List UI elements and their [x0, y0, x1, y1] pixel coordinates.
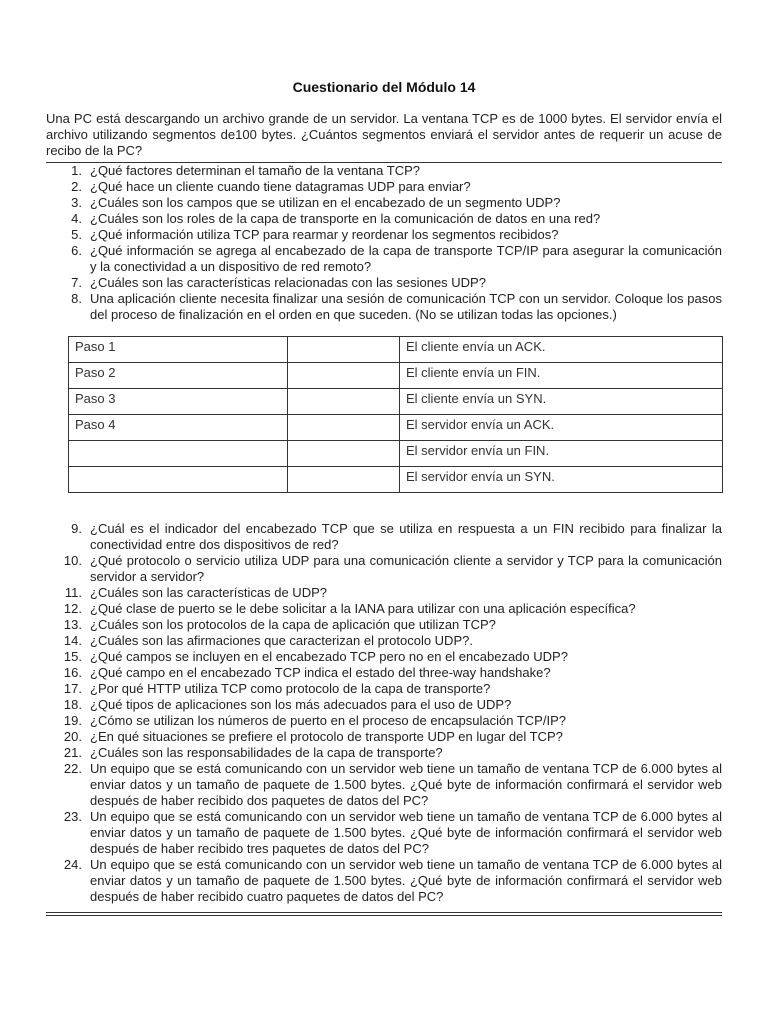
question-text: ¿Cuáles son las características relacionadas con las sesiones UDP?: [90, 275, 486, 290]
question-item: [46, 601, 722, 617]
table-row: [69, 389, 723, 415]
question-list-part1: [46, 163, 722, 323]
step-label-cell: [69, 441, 288, 467]
question-item: [46, 857, 722, 905]
question-text: ¿Cuáles son las responsabilidades de la capa de transporte?: [90, 745, 443, 760]
question-number: 23.: [63, 809, 82, 824]
table-row: [69, 363, 723, 389]
step-label-cell: Paso 2: [69, 363, 288, 389]
question-item: [46, 275, 722, 291]
step-label-cell: Paso 1: [69, 337, 288, 363]
answer-cell: [288, 389, 400, 415]
answer-cell: [288, 441, 400, 467]
question-text: ¿Qué campo en el encabezado TCP indica el estado del three-way handshake?: [90, 665, 551, 680]
question-number: 13.: [63, 617, 82, 632]
question-number: 24.: [63, 857, 82, 872]
question-text: ¿En qué situaciones se prefiere el protocolo de transporte UDP en lugar del TCP?: [90, 729, 563, 744]
question-item: [46, 195, 722, 211]
question-number: 5.: [71, 227, 82, 242]
question-text: Un equipo que se está comunicando con un servidor web tiene un tamaño de ventana TCP de 6.000 bytes al enviar datos y un tamaño de paquete de 1.500 bytes. ¿Qué byte de información confirmará el servidor web después de haber recibido cuatro paquetes de datos del PC?: [90, 857, 722, 904]
step-label-cell: [69, 467, 288, 493]
question-number: 21.: [63, 745, 82, 760]
answer-cell: [288, 363, 400, 389]
table-row: [69, 415, 723, 441]
step-label-cell: Paso 4: [69, 415, 288, 441]
question-number: 11.: [64, 585, 82, 600]
question-text: ¿Cómo se utilizan los números de puerto en el proceso de encapsulación TCP/IP?: [90, 713, 566, 728]
question-text: Una aplicación cliente necesita finalizar una sesión de comunicación TCP con un servidor. Coloque los pasos del proceso de finalización en el orden en que suceden. (No se utilizan todas las opciones.): [90, 291, 722, 322]
question-text: ¿Cuáles son las características de UDP?: [90, 585, 327, 600]
question-text: ¿Cuáles son los protocolos de la capa de aplicación que utilizan TCP?: [90, 617, 496, 632]
question-item: [46, 697, 722, 713]
question-item: [46, 617, 722, 633]
question-text: ¿Cuáles son los campos que se utilizan en el encabezado de un segmento UDP?: [90, 195, 561, 210]
question-text: ¿Cuál es el indicador del encabezado TCP que se utiliza en respuesta a un FIN recibido para finalizar la conectividad entre dos dispositivos de red?: [90, 521, 722, 552]
question-number: 14.: [63, 633, 82, 648]
question-text: ¿Qué clase de puerto se le debe solicitar a la IANA para utilizar con una aplicación específica?: [90, 601, 636, 616]
question-number: 20.: [63, 729, 82, 744]
question-number: 3.: [71, 195, 82, 210]
question-text: ¿Qué campos se incluyen en el encabezado TCP pero no en el encabezado UDP?: [90, 649, 568, 664]
question-item: [46, 585, 722, 601]
question-text: Un equipo que se está comunicando con un servidor web tiene un tamaño de ventana TCP de 6.000 bytes al enviar datos y un tamaño de paquete de 1.500 bytes. ¿Qué byte de información confirmará el servidor web después de haber recibido tres paquetes de datos del PC?: [90, 809, 722, 856]
question-item: [46, 521, 722, 553]
question-item: [46, 649, 722, 665]
answer-cell: [288, 467, 400, 493]
question-text: ¿Qué tipos de aplicaciones son los más adecuados para el uso de UDP?: [90, 697, 512, 712]
question-number: 4.: [71, 211, 82, 226]
question-item: [46, 179, 722, 195]
question-number: 9.: [71, 521, 82, 536]
question-number: 8.: [71, 291, 82, 306]
table-row: [69, 337, 723, 363]
option-cell: El servidor envía un SYN.: [400, 467, 723, 493]
question-number: 7.: [71, 275, 82, 290]
option-cell: El servidor envía un ACK.: [400, 415, 723, 441]
bottom-double-rule: [46, 912, 722, 916]
question-item: [46, 227, 722, 243]
question-item: [46, 211, 722, 227]
question-item: [46, 243, 722, 275]
option-cell: El cliente envía un FIN.: [400, 363, 723, 389]
option-cell: El cliente envía un SYN.: [400, 389, 723, 415]
page-title: Cuestionario del Módulo 14: [292, 79, 476, 95]
question-text: ¿Cuáles son los roles de la capa de transporte en la comunicación de datos en una red?: [90, 211, 601, 226]
question-text: ¿Qué información utiliza TCP para rearmar y reordenar los segmentos recibidos?: [90, 227, 559, 242]
question-number: 15.: [63, 649, 82, 664]
question-text: Un equipo que se está comunicando con un servidor web tiene un tamaño de ventana TCP de 6.000 bytes al enviar datos y un tamaño de paquete de 1.500 bytes. ¿Qué byte de información confirmará el servidor web después de haber recibido dos paquetes de datos del PC?: [90, 761, 722, 808]
question-number: 17.: [63, 681, 82, 696]
question-number: 1.: [71, 163, 82, 178]
answer-cell: [288, 415, 400, 441]
question-item: [46, 745, 722, 761]
question-text: ¿Qué protocolo o servicio utiliza UDP para una comunicación cliente a servidor y TCP para la comunicación servidor a servidor?: [90, 553, 722, 584]
question-text: ¿Por qué HTTP utiliza TCP como protocolo de la capa de transporte?: [90, 681, 491, 696]
question-number: 2.: [71, 179, 82, 194]
question-item: [46, 713, 722, 729]
question-number: 10.: [63, 553, 82, 568]
question-number: 16.: [63, 665, 82, 680]
question-number: 18.: [63, 697, 82, 712]
question-item: [46, 163, 722, 179]
table-row: [69, 467, 723, 493]
option-cell: El cliente envía un ACK.: [400, 337, 723, 363]
question-item: [46, 291, 722, 323]
question-item: [46, 681, 722, 697]
question-text: ¿Qué factores determinan el tamaño de la ventana TCP?: [90, 163, 421, 178]
question-text: ¿Cuáles son las afirmaciones que caracterizan el protocolo UDP?.: [90, 633, 473, 648]
question-number: 22.: [63, 761, 82, 776]
option-cell: El servidor envía un FIN.: [400, 441, 723, 467]
table-row: [69, 441, 723, 467]
question-list-part2: [46, 521, 722, 905]
question-item: [46, 809, 722, 857]
question-item: [46, 553, 722, 585]
question-item: [46, 633, 722, 649]
steps-table: [68, 336, 723, 493]
step-label-cell: Paso 3: [69, 389, 288, 415]
question-item: [46, 761, 722, 809]
question-number: 12.: [63, 601, 82, 616]
question-item: [46, 665, 722, 681]
question-text: ¿Qué hace un cliente cuando tiene datagramas UDP para enviar?: [90, 179, 471, 194]
question-item: [46, 729, 722, 745]
answer-cell: [288, 337, 400, 363]
question-number: 6.: [71, 243, 82, 258]
intro-paragraph: Una PC está descargando un archivo grande de un servidor. La ventana TCP es de 1000 bytes. El servidor envía el archivo utilizando segmentos de100 bytes. ¿Cuántos segmentos enviará el servidor antes de requerir un acuse de recibo de la PC?: [46, 111, 722, 158]
question-number: 19.: [63, 713, 82, 728]
question-text: ¿Qué información se agrega al encabezado de la capa de transporte TCP/IP para asegurar la comunicación y la conectividad a un dispositivo de red remoto?: [90, 243, 722, 274]
